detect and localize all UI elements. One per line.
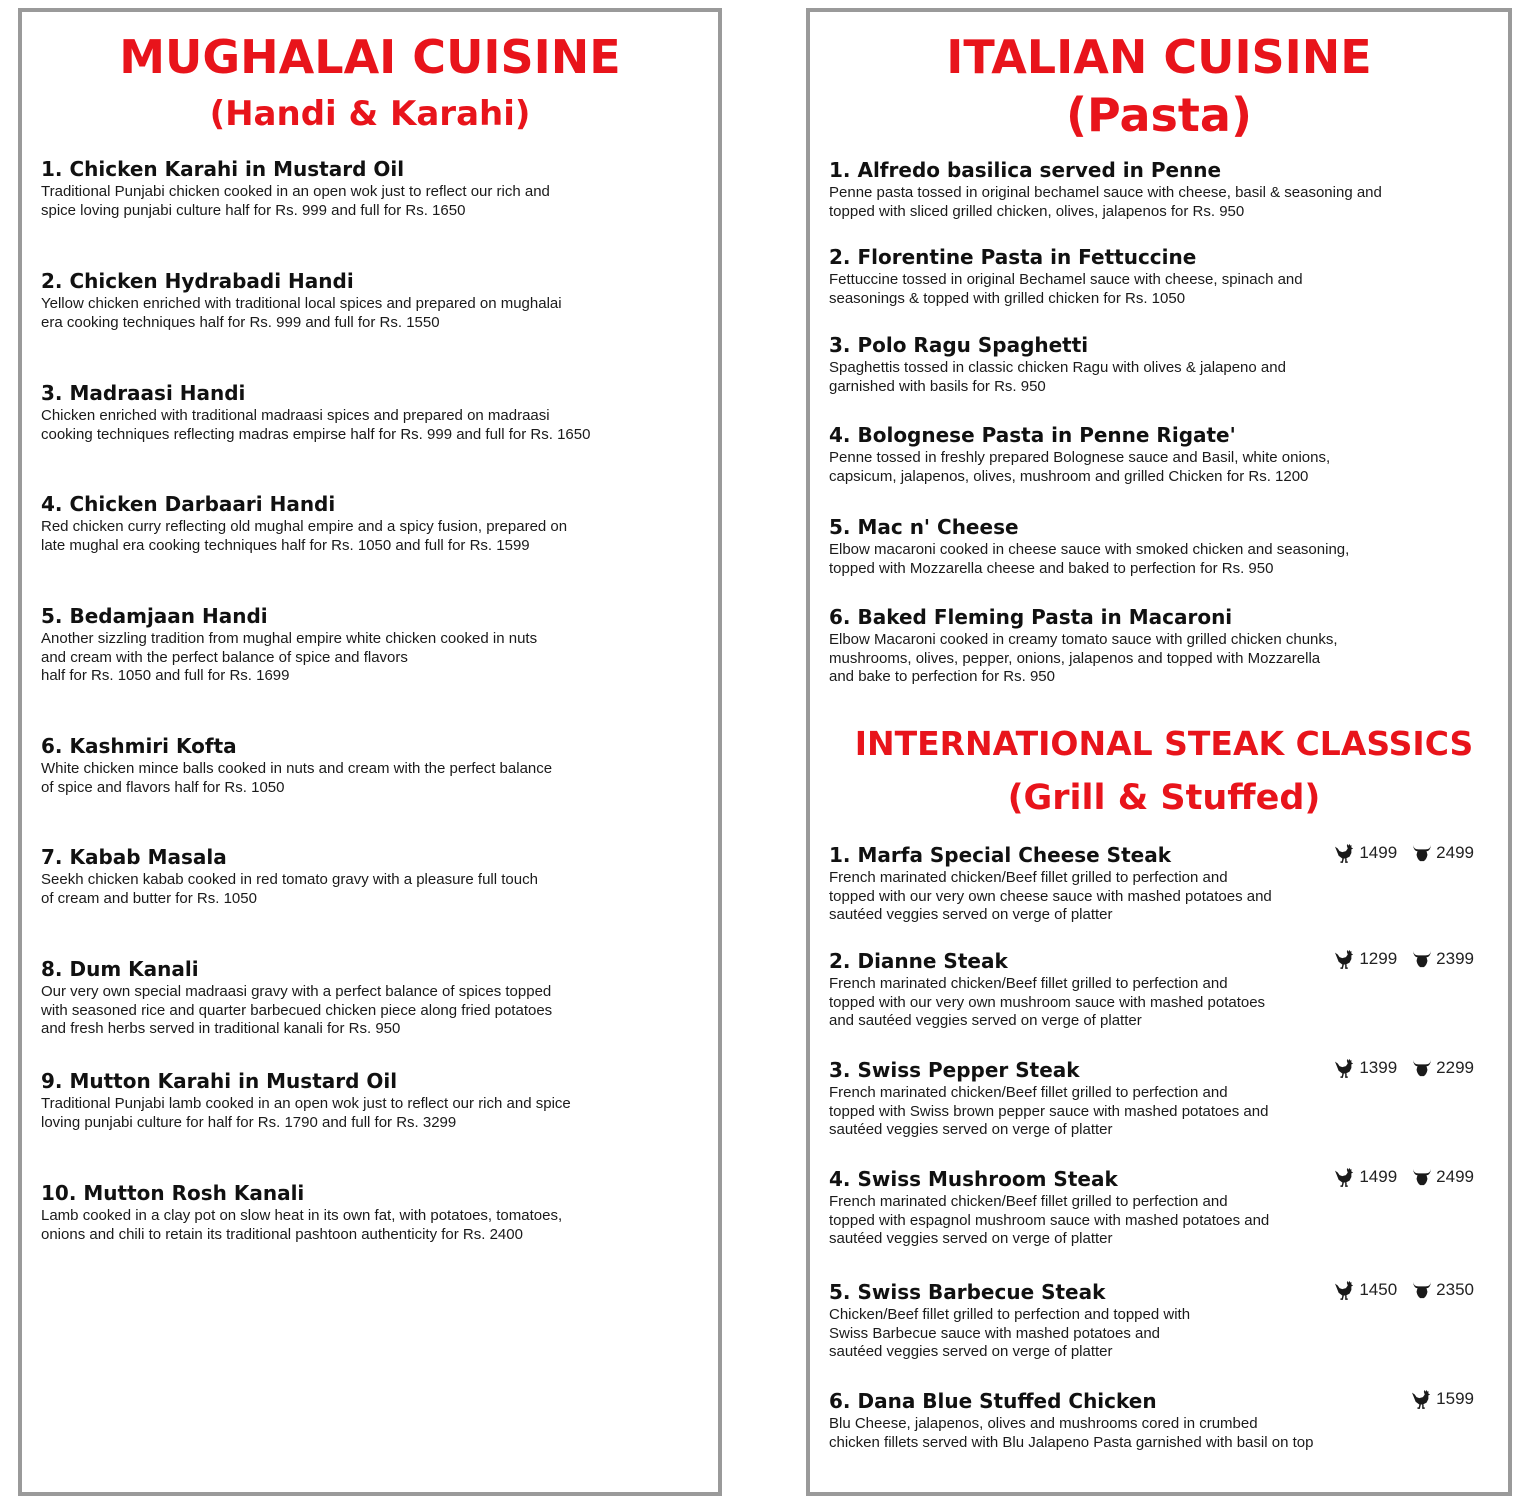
- chicken-price: [1411, 1389, 1474, 1409]
- price-group: [1334, 949, 1474, 969]
- beef-price: [1411, 949, 1474, 969]
- rooster-icon: [1334, 1167, 1356, 1187]
- beef-price-value: 2299: [1436, 1058, 1474, 1077]
- mughalai-title: MUGHALAI CUISINE: [119, 30, 621, 84]
- menu-item: [829, 157, 1382, 221]
- chicken-price: [1334, 949, 1397, 969]
- menu-item-title: 2. Florentine Pasta in Fettuccine: [829, 245, 1197, 269]
- menu-item-title: 6. Kashmiri Kofta: [41, 734, 237, 758]
- menu-item-title: 1. Chicken Karahi in Mustard Oil: [41, 157, 405, 181]
- menu-item-description: Chicken/Beef fillet grilled to perfection and topped with Swiss Barbecue sauce with mashed potatoes and sautéed veggies served on verge of platter: [829, 1306, 1191, 1360]
- beef-price-value: 2399: [1436, 949, 1474, 968]
- rooster-icon: [1334, 1280, 1356, 1300]
- bull-icon: [1411, 1167, 1433, 1187]
- chicken-price: [1334, 1167, 1397, 1187]
- price-group: [1334, 1058, 1474, 1078]
- menu-item-description: French marinated chicken/Beef fillet grilled to perfection and topped with Swiss brown pepper sauce with mashed potatoes and sautéed veggies served on verge of platter: [829, 1084, 1269, 1138]
- menu-item-title: 7. Kabab Masala: [41, 845, 227, 869]
- chicken-price-value: 1399: [1359, 1058, 1398, 1077]
- menu-item: [41, 1180, 562, 1244]
- menu-item-description: Penne tossed in freshly prepared Bolognese sauce and Basil, white onions, capsicum, jalapenos, olives, mushroom and grilled Chicken for Rs. 1200: [829, 449, 1331, 485]
- rooster-icon: [1334, 843, 1356, 863]
- menu-item-description: Spaghettis tossed in classic chicken Ragu with olives & jalapeno and garnished with basils for Rs. 950: [829, 359, 1286, 395]
- beef-price: [1411, 843, 1474, 863]
- menu-item: [41, 491, 567, 555]
- menu-item: [829, 514, 1349, 578]
- chicken-price-value: 1299: [1359, 949, 1398, 968]
- price-group: [1334, 1167, 1474, 1187]
- menu-item: [829, 244, 1303, 308]
- italian-title: ITALIAN CUISINE: [946, 30, 1372, 84]
- rooster-icon: [1411, 1389, 1433, 1409]
- menu-item-title: 5. Mac n' Cheese: [829, 515, 1019, 539]
- menu-item-title: 5. Swiss Barbecue Steak: [829, 1280, 1106, 1304]
- menu-item-description: Yellow chicken enriched with traditional local spices and prepared on mughalai era cooking techniques half for Rs. 999 and full for Rs. 1550: [41, 295, 562, 331]
- beef-price-value: 2499: [1436, 1167, 1474, 1186]
- menu-item: [829, 604, 1338, 687]
- menu-item-title: 4. Bolognese Pasta in Penne Rigate': [829, 423, 1236, 447]
- menu-item-title: 9. Mutton Karahi in Mustard Oil: [41, 1069, 398, 1093]
- menu-item: [829, 1279, 1190, 1362]
- chicken-price-value: 1450: [1359, 1280, 1398, 1299]
- bull-icon: [1411, 949, 1433, 969]
- beef-price-value: 2350: [1436, 1280, 1474, 1299]
- menu-item: [829, 948, 1265, 1031]
- menu-item: [829, 422, 1330, 486]
- menu-item: [41, 956, 552, 1039]
- menu-item-description: Penne pasta tossed in original bechamel sauce with cheese, basil & seasoning and topped with sliced grilled chicken, olives, jalapenos for Rs. 950: [829, 184, 1382, 220]
- menu-item-description: Traditional Punjabi chicken cooked in an open wok just to reflect our rich and spice loving punjabi culture half for Rs. 999 and full for Rs. 1650: [41, 183, 550, 219]
- menu-item-title: 3. Polo Ragu Spaghetti: [829, 333, 1089, 357]
- menu-item: [41, 733, 552, 797]
- chicken-price: [1334, 1058, 1397, 1078]
- menu-item-title: 4. Chicken Darbaari Handi: [41, 492, 336, 516]
- menu-item: [41, 844, 538, 908]
- menu-item: [41, 1068, 571, 1132]
- menu-item: [829, 842, 1272, 925]
- menu-item-description: Elbow Macaroni cooked in creamy tomato sauce with grilled chicken chunks, mushrooms, olives, pepper, onions, jalapenos and topped with Mozzarella and bake to perfection for Rs. 950: [829, 631, 1338, 685]
- menu-item-title: 2. Dianne Steak: [829, 949, 1008, 973]
- italian-steak-menu-panel: [806, 8, 1512, 1496]
- menu-item-description: Traditional Punjabi lamb cooked in an open wok just to reflect our rich and spice loving punjabi culture for half for Rs. 1790 and full for Rs. 3299: [41, 1095, 571, 1131]
- menu-item-description: Seekh chicken kabab cooked in red tomato gravy with a pleasure full touch of cream and butter for Rs. 1050: [41, 871, 538, 907]
- menu-item-title: 2. Chicken Hydrabadi Handi: [41, 269, 354, 293]
- bull-icon: [1411, 1280, 1433, 1300]
- menu-item: [829, 1388, 1313, 1452]
- beef-price: [1411, 1058, 1474, 1078]
- menu-item: [829, 1166, 1269, 1249]
- menu-item-title: 3. Swiss Pepper Steak: [829, 1058, 1080, 1082]
- bull-icon: [1411, 843, 1433, 863]
- chicken-price: [1334, 1280, 1397, 1300]
- menu-item: [41, 380, 590, 444]
- menu-item-description: White chicken mince balls cooked in nuts and cream with the perfect balance of spice and flavors half for Rs. 1050: [41, 760, 553, 796]
- menu-item-description: Chicken enriched with traditional madraasi spices and prepared on madraasi cooking techniques reflecting madras empirse half for Rs. 999 and full for Rs. 1650: [41, 407, 591, 443]
- chicken-price: [1334, 843, 1397, 863]
- chicken-price-value: 1499: [1359, 1167, 1398, 1186]
- steak-title: INTERNATIONAL STEAK CLASSICS: [854, 724, 1474, 763]
- menu-item: [41, 603, 537, 686]
- beef-price: [1411, 1167, 1474, 1187]
- rooster-icon: [1334, 1058, 1356, 1078]
- menu-item-title: 5. Bedamjaan Handi: [41, 604, 268, 628]
- menu-item-title: 4. Swiss Mushroom Steak: [829, 1167, 1118, 1191]
- rooster-icon: [1334, 949, 1356, 969]
- price-group: [1411, 1389, 1474, 1409]
- menu-item-title: 1. Alfredo basilica served in Penne: [829, 158, 1222, 182]
- menu-item-title: 6. Baked Fleming Pasta in Macaroni: [829, 605, 1233, 629]
- menu-item-title: 6. Dana Blue Stuffed Chicken: [829, 1389, 1157, 1413]
- menu-item: [829, 332, 1286, 396]
- menu-item-title: 1. Marfa Special Cheese Steak: [829, 843, 1172, 867]
- menu-item-description: French marinated chicken/Beef fillet grilled to perfection and topped with our very own mushroom sauce with mashed potatoes and sautéed veggies served on verge of platter: [829, 975, 1266, 1029]
- menu-item-title: 3. Madraasi Handi: [41, 381, 246, 405]
- menu-item-description: Another sizzling tradition from mughal empire white chicken cooked in nuts and cream with the perfect balance of spice and flavors half for Rs. 1050 and full for Rs. 1699: [41, 630, 538, 684]
- price-group: [1334, 843, 1474, 863]
- menu-item-description: French marinated chicken/Beef fillet grilled to perfection and topped with espagnol mushroom sauce with mashed potatoes and sautéed veggies served on verge of platter: [829, 1193, 1270, 1247]
- menu-item-description: Fettuccine tossed in original Bechamel sauce with cheese, spinach and seasonings & topped with grilled chicken for Rs. 1050: [829, 271, 1303, 307]
- menu-item-title: 10. Mutton Rosh Kanali: [41, 1181, 305, 1205]
- menu-item-title: 8. Dum Kanali: [41, 957, 199, 981]
- menu-item: [829, 1057, 1268, 1140]
- menu-item-description: Elbow macaroni cooked in cheese sauce with smoked chicken and seasoning, topped with Mozzarella cheese and baked to perfection for Rs. 950: [829, 541, 1350, 577]
- menu-item-description: Blu Cheese, jalapenos, olives and mushrooms cored in crumbed chicken fillets served with Blu Jalapeno Pasta garnished with basil on top: [829, 1415, 1314, 1451]
- menu-item-description: French marinated chicken/Beef fillet grilled to perfection and topped with our very own cheese sauce with mashed potatoes and sautéed veggies served on verge of platter: [829, 869, 1272, 923]
- price-group: [1334, 1280, 1474, 1300]
- bull-icon: [1411, 1058, 1433, 1078]
- beef-price: [1411, 1280, 1474, 1300]
- italian-subtitle: (Pasta): [1066, 88, 1252, 142]
- menu-item-description: Lamb cooked in a clay pot on slow heat in its own fat, with potatoes, tomatoes, onions and chili to retain its traditional pashtoon authenticity for Rs. 2400: [41, 1207, 563, 1243]
- mughalai-subtitle: (Handi & Karahi): [209, 94, 531, 134]
- menu-item: [41, 156, 550, 220]
- chicken-price-value: 1499: [1359, 843, 1398, 862]
- beef-price-value: 2499: [1436, 843, 1474, 862]
- mughalai-menu-panel: [18, 8, 722, 1496]
- chicken-price-value: 1599: [1436, 1389, 1474, 1408]
- menu-item-description: Red chicken curry reflecting old mughal empire and a spicy fusion, prepared on late mughal era cooking techniques half for Rs. 1050 and full for Rs. 1599: [41, 518, 568, 554]
- menu-item: [41, 268, 562, 332]
- menu-item-description: Our very own special madraasi gravy with a perfect balance of spices topped with seasoned rice and quarter barbecued chicken piece along fried potatoes and fresh herbs served in traditional kanali for Rs. 950: [41, 983, 553, 1037]
- steak-subtitle: (Grill & Stuffed): [1007, 778, 1321, 818]
